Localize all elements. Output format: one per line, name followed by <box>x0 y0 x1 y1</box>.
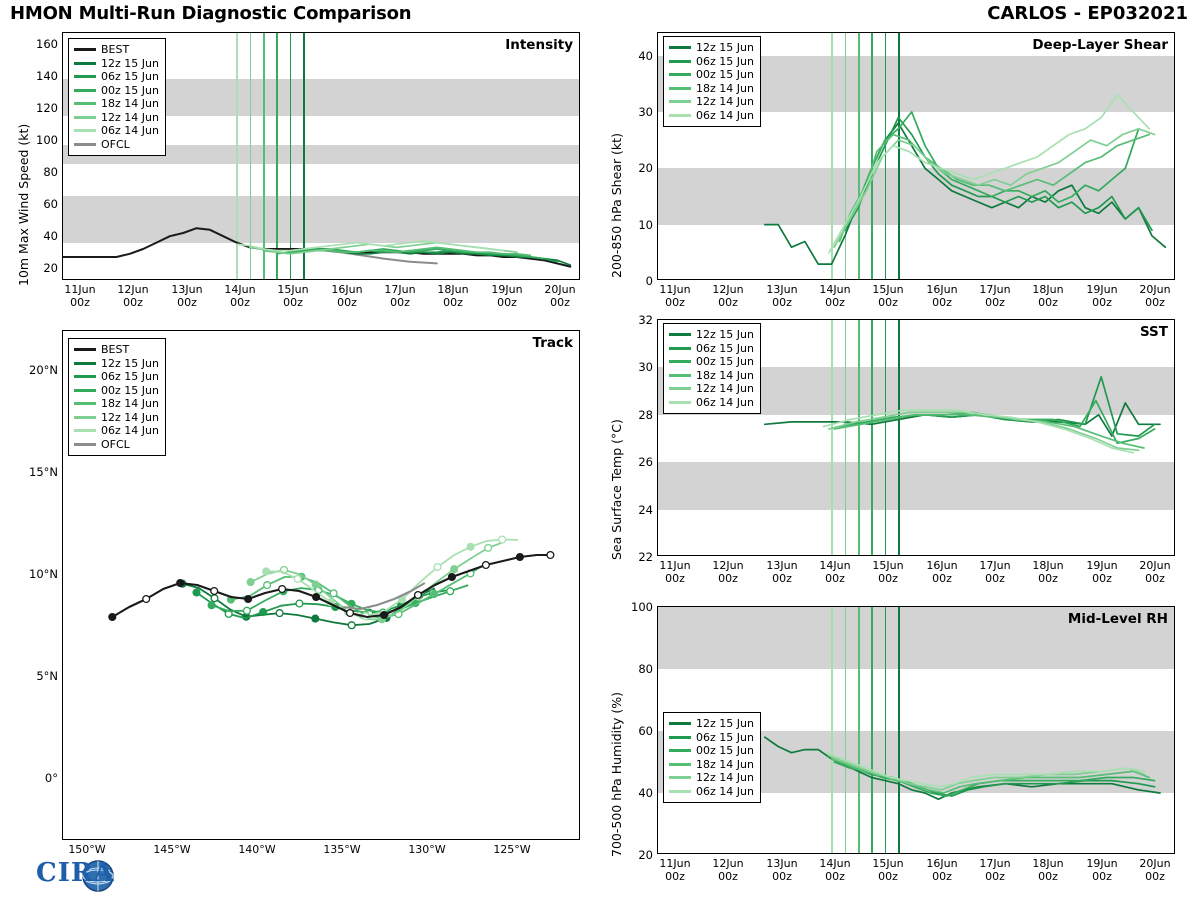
legend-swatch <box>669 749 691 752</box>
legend-label: 18z 14 Jun <box>101 97 159 110</box>
track-point <box>247 579 254 586</box>
axis-label-intensity-y: 10m Max Wind Speed (kt) <box>16 123 31 286</box>
y-tick-label: 10°N <box>29 567 58 581</box>
legend-label: 06z 14 Jun <box>101 424 159 437</box>
track-point <box>193 589 200 596</box>
x-tick-label: 140°W <box>238 843 276 856</box>
legend-label: 06z 15 Jun <box>696 730 754 744</box>
legend-label: OFCL <box>101 137 130 151</box>
legend-sst <box>663 323 761 414</box>
legend-item[interactable] <box>74 384 159 398</box>
legend-swatch <box>74 389 96 392</box>
legend-label: 06z 15 Jun <box>696 341 754 355</box>
x-tick-label: 18Jun 00z <box>1032 559 1064 585</box>
x-tick-label: 11Jun 00z <box>64 283 96 309</box>
legend-item[interactable] <box>669 328 754 342</box>
legend-swatch <box>669 87 691 90</box>
y-tick-label: 100 <box>631 600 653 614</box>
y-tick-label: 0° <box>44 771 58 785</box>
x-tick-label: 17Jun 00z <box>979 283 1011 309</box>
legend-swatch <box>74 75 96 78</box>
track-point <box>244 607 251 614</box>
x-tick-label: 20Jun 00z <box>1139 283 1171 309</box>
axis-label-rh-y: 700-500 hPa Humidity (%) <box>609 691 624 857</box>
y-tick-label: 26 <box>638 455 653 470</box>
legend-swatch <box>669 347 691 350</box>
track-point <box>330 590 337 597</box>
legend-item[interactable] <box>669 342 754 356</box>
y-tick-label: 60 <box>43 197 58 212</box>
legend-item[interactable] <box>74 411 159 425</box>
legend-swatch <box>74 402 96 405</box>
panel-title-track: Track <box>532 335 573 351</box>
legend-item[interactable] <box>74 57 159 71</box>
x-tick-label: 19Jun 00z <box>1086 283 1118 309</box>
track-point <box>211 588 218 595</box>
legend-swatch <box>669 790 691 793</box>
legend-swatch <box>74 62 96 65</box>
legend-label: 12z 15 Jun <box>696 41 754 54</box>
y-tick-label: 160 <box>36 37 58 52</box>
legend-label: 12z 15 Jun <box>696 717 754 730</box>
y-tick-label: 5°N <box>36 669 58 683</box>
panel-intensity <box>0 28 590 318</box>
legend-label: OFCL <box>101 437 130 451</box>
x-tick-label: 19Jun 00z <box>1086 559 1118 585</box>
x-tick-label: 11Jun 00z <box>659 283 691 309</box>
x-tick-label: 130°W <box>408 843 446 856</box>
track-point <box>547 552 554 559</box>
legend-label: 06z 14 Jun <box>696 395 754 409</box>
x-tick-label: 18Jun 00z <box>1032 857 1064 883</box>
x-tick-label: 12Jun 00z <box>712 283 744 309</box>
x-tick-label: 15Jun 00z <box>872 559 904 585</box>
legend-swatch <box>669 333 691 336</box>
legend-label: 06z 14 Jun <box>101 124 159 137</box>
track-point <box>294 576 301 583</box>
track-point <box>109 614 116 621</box>
x-tick-label: 145°W <box>153 843 191 856</box>
axis-label-sst-y: Sea Surface Temp (°C) <box>609 419 624 560</box>
panel-title-rh: Mid-Level RH <box>1067 611 1168 627</box>
legend-swatch <box>74 102 96 105</box>
track-point <box>348 622 355 629</box>
legend-item[interactable] <box>669 355 754 369</box>
legend-label: 00z 15 Jun <box>101 383 159 397</box>
x-tick-label: 16Jun 00z <box>926 559 958 585</box>
x-tick-label: 11Jun 00z <box>659 559 691 585</box>
legend-swatch <box>669 100 691 103</box>
legend-swatch <box>669 73 691 76</box>
legend-swatch <box>669 46 691 49</box>
panel-title-sst: SST <box>1139 324 1168 340</box>
panel-rh <box>595 602 1200 900</box>
legend-swatch <box>74 443 96 446</box>
track-point <box>312 615 319 622</box>
track-point <box>276 610 283 617</box>
legend-swatch <box>74 129 96 132</box>
page-title-left: HMON Multi-Run Diagnostic Comparison <box>10 3 412 24</box>
legend-item[interactable] <box>74 84 159 98</box>
legend-label: 12z 14 Jun <box>696 95 754 108</box>
panel-title-shear: Deep-Layer Shear <box>1032 37 1168 53</box>
y-tick-label: 20 <box>43 261 58 276</box>
legend-item[interactable] <box>669 744 754 758</box>
legend-item[interactable] <box>74 70 159 84</box>
track-point <box>415 592 422 599</box>
title-bar <box>0 0 1200 28</box>
x-tick-label: 13Jun 00z <box>766 857 798 883</box>
legend-label: 18z 14 Jun <box>696 757 754 771</box>
panel-track <box>0 326 590 871</box>
track-point <box>177 580 184 587</box>
x-tick-label: 18Jun 00z <box>1032 283 1064 309</box>
legend-label: 06z 14 Jun <box>696 108 754 122</box>
y-tick-label: 10 <box>638 217 653 232</box>
legend-swatch <box>74 429 96 432</box>
track-point <box>143 596 150 603</box>
legend-swatch <box>74 116 96 119</box>
track-point <box>451 566 458 573</box>
x-tick-label: 13Jun 00z <box>171 283 203 309</box>
x-tick-label: 12Jun 00z <box>712 857 744 883</box>
y-tick-label: 80 <box>638 662 653 676</box>
x-tick-label: 13Jun 00z <box>766 559 798 585</box>
legend-intensity <box>68 38 166 156</box>
legend-label: 12z 14 Jun <box>696 771 754 784</box>
legend-item[interactable] <box>669 369 754 383</box>
y-tick-label: 20°N <box>29 363 58 377</box>
track-point <box>434 564 441 571</box>
panel-title-intensity: Intensity <box>505 37 573 53</box>
track-point <box>483 562 490 569</box>
legend-swatch <box>669 763 691 766</box>
legend-item[interactable] <box>669 82 754 96</box>
legend-track <box>68 338 166 456</box>
track-point <box>296 600 303 607</box>
page-title-right: CARLOS - EP032021 <box>987 3 1188 24</box>
legend-item[interactable] <box>74 357 159 371</box>
legend-label: 00z 15 Jun <box>101 83 159 97</box>
legend-item[interactable] <box>669 785 754 799</box>
x-tick-label: 18Jun 00z <box>437 283 469 309</box>
y-tick-label: 22 <box>638 550 653 564</box>
cira-logo-text: CIRA <box>36 858 115 888</box>
y-tick-label: 28 <box>638 407 653 422</box>
legend-item[interactable] <box>669 758 754 772</box>
legend-item[interactable] <box>74 43 159 57</box>
legend-swatch <box>669 722 691 725</box>
x-tick-label: 12Jun 00z <box>712 559 744 585</box>
legend-label: 00z 15 Jun <box>696 355 754 368</box>
legend-shear <box>663 36 761 127</box>
data-line <box>829 412 1139 450</box>
x-tick-label: 20Jun 00z <box>1139 857 1171 883</box>
legend-swatch <box>74 348 96 351</box>
legend-label: 06z 15 Jun <box>101 370 159 383</box>
legend-swatch <box>74 89 96 92</box>
y-tick-label: 120 <box>36 101 58 116</box>
track-point <box>260 609 267 616</box>
data-line <box>845 377 1155 436</box>
legend-item[interactable] <box>74 397 159 411</box>
legend-swatch <box>669 776 691 779</box>
x-tick-label: 15Jun 00z <box>277 283 309 309</box>
legend-item[interactable] <box>669 731 754 745</box>
legend-label: 12z 15 Jun <box>101 56 159 70</box>
x-tick-label: 12Jun 00z <box>117 283 149 309</box>
y-tick-label: 40 <box>638 48 653 63</box>
legend-label: 06z 15 Jun <box>696 54 754 68</box>
legend-swatch <box>669 736 691 739</box>
x-tick-label: 15Jun 00z <box>872 857 904 883</box>
y-tick-label: 24 <box>638 502 653 517</box>
legend-swatch <box>74 362 96 365</box>
legend-swatch <box>669 387 691 390</box>
y-tick-label: 20 <box>638 848 653 862</box>
legend-item[interactable] <box>669 68 754 82</box>
track-point <box>313 594 320 601</box>
x-tick-label: 17Jun 00z <box>384 283 416 309</box>
y-tick-label: 30 <box>638 360 653 375</box>
track-point <box>381 612 388 619</box>
legend-swatch <box>669 114 691 117</box>
legend-label: 12z 14 Jun <box>101 410 159 424</box>
legend-swatch <box>669 374 691 377</box>
legend-swatch <box>74 143 96 146</box>
track-point <box>263 568 270 575</box>
x-tick-label: 150°W <box>68 843 106 856</box>
data-line <box>829 95 1149 253</box>
legend-item[interactable] <box>74 138 159 152</box>
legend-swatch <box>669 60 691 63</box>
track-point <box>211 595 218 602</box>
legend-item[interactable] <box>669 717 754 731</box>
legend-item[interactable] <box>74 111 159 125</box>
track-point <box>279 586 286 593</box>
legend-item[interactable] <box>669 95 754 109</box>
legend-item[interactable] <box>669 396 754 410</box>
data-line <box>765 403 1160 436</box>
legend-label: 00z 15 Jun <box>696 744 754 757</box>
track-point <box>347 610 354 617</box>
legend-label: 00z 15 Jun <box>696 68 754 81</box>
legend-label: BEST <box>101 343 130 356</box>
x-tick-label: 19Jun 00z <box>491 283 523 309</box>
legend-label: 06z 14 Jun <box>696 784 754 798</box>
legend-swatch <box>669 360 691 363</box>
y-tick-label: 20 <box>638 161 653 176</box>
x-tick-label: 20Jun 00z <box>544 283 576 309</box>
legend-label: 12z 15 Jun <box>696 328 754 341</box>
legend-label: 06z 15 Jun <box>101 70 159 83</box>
x-tick-label: 135°W <box>323 843 361 856</box>
track-point <box>517 554 524 561</box>
legend-item[interactable] <box>74 370 159 384</box>
x-tick-label: 14Jun 00z <box>819 559 851 585</box>
track-point <box>485 545 492 552</box>
track-point <box>447 588 454 595</box>
legend-item[interactable] <box>669 771 754 785</box>
axis-label-shear-y: 200-850 hPa Shear (kt) <box>609 133 624 278</box>
track-point <box>245 596 252 603</box>
legend-swatch <box>74 48 96 51</box>
legend-item[interactable] <box>669 382 754 396</box>
x-tick-label: 16Jun 00z <box>331 283 363 309</box>
legend-swatch <box>74 375 96 378</box>
track-point <box>208 602 215 609</box>
x-tick-label: 17Jun 00z <box>979 857 1011 883</box>
y-tick-label: 80 <box>43 165 58 180</box>
legend-item[interactable] <box>74 343 159 357</box>
legend-label: 12z 14 Jun <box>696 382 754 395</box>
y-tick-label: 100 <box>36 133 58 148</box>
x-tick-label: 16Jun 00z <box>926 857 958 883</box>
legend-swatch <box>669 401 691 404</box>
legend-rh <box>663 712 761 803</box>
track-point <box>264 582 271 589</box>
legend-label: BEST <box>101 43 130 56</box>
track-point <box>499 536 506 543</box>
legend-label: 18z 14 Jun <box>696 368 754 382</box>
track-point <box>312 581 319 588</box>
panel-sst <box>595 315 1200 605</box>
legend-item[interactable] <box>74 424 159 438</box>
track-line <box>251 542 505 620</box>
legend-item[interactable] <box>669 41 754 55</box>
y-tick-label: 15°N <box>29 465 58 479</box>
x-tick-label: 15Jun 00z <box>872 283 904 309</box>
legend-label: 12z 15 Jun <box>101 356 159 370</box>
track-point <box>431 591 438 598</box>
legend-item[interactable] <box>74 97 159 111</box>
x-tick-label: 17Jun 00z <box>979 559 1011 585</box>
y-tick-label: 60 <box>638 724 653 738</box>
track-point <box>449 574 456 581</box>
x-tick-label: 14Jun 00z <box>819 283 851 309</box>
y-tick-label: 140 <box>36 69 58 84</box>
legend-item[interactable] <box>74 124 159 138</box>
x-tick-label: 13Jun 00z <box>766 283 798 309</box>
data-line <box>834 762 1154 796</box>
legend-label: 12z 14 Jun <box>101 110 159 124</box>
x-tick-label: 16Jun 00z <box>926 283 958 309</box>
legend-item[interactable] <box>74 438 159 452</box>
track-point <box>467 543 474 550</box>
x-tick-label: 20Jun 00z <box>1139 559 1171 585</box>
panel-shear <box>595 28 1200 318</box>
legend-label: 18z 14 Jun <box>101 397 159 410</box>
y-tick-label: 40 <box>43 229 58 244</box>
legend-swatch <box>74 416 96 419</box>
y-tick-label: 32 <box>638 313 653 327</box>
x-tick-label: 14Jun 00z <box>224 283 256 309</box>
y-tick-label: 30 <box>638 104 653 119</box>
x-tick-label: 19Jun 00z <box>1086 857 1118 883</box>
y-tick-label: 0 <box>645 274 653 288</box>
x-tick-label: 14Jun 00z <box>819 857 851 883</box>
legend-label: 18z 14 Jun <box>696 81 754 95</box>
legend-item[interactable] <box>669 55 754 69</box>
cira-logo <box>6 852 126 896</box>
x-tick-label: 125°W <box>493 843 531 856</box>
legend-item[interactable] <box>669 109 754 123</box>
y-tick-label: 40 <box>638 786 653 800</box>
x-tick-label: 11Jun 00z <box>659 857 691 883</box>
